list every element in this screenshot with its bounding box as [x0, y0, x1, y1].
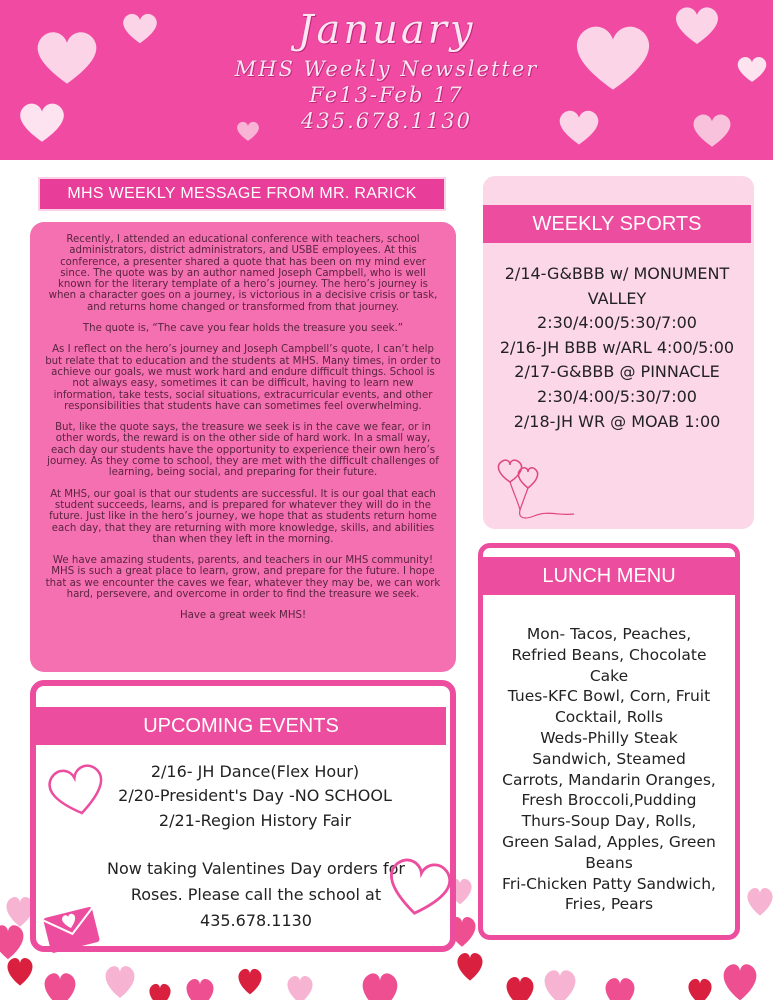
lunch-line: Sandwich, Steamed: [532, 749, 686, 768]
lunch-line: Cocktail, Rolls: [554, 708, 664, 727]
sports-line: 2/14-G&BBB w/ MONUMENT: [504, 264, 730, 283]
newsletter-title-block: [0, 4, 773, 134]
lunch-line: Refried Beans, Chocolate: [511, 645, 707, 664]
message-paragraph: At MHS, our goal is that our students are successful. It is our goal that each student succeeds, learns, and is prepared for whatever they will do in the future. Just like in the hero’s journey, we hope that as students return home each day, that they are returning with more knowledge, skills, and abilities than when they left in the morning.: [49, 488, 437, 545]
note-line: Now taking Valentines Day orders for: [107, 859, 405, 878]
message-paragraph: As I reflect on the hero’s journey and Joseph Campbell’s quote, I can’t help but relate that to education and the students at MHS. Many times, in order to achieve our goals, we must work hard and endure difficult things. School is not always easy, sometimes it can be difficult, having to learn new information, take tests, social situations, extracurricular events, and other responsibilities that students have can sometimes feel overwhelming.: [45, 344, 441, 412]
heart-outline-icon: [384, 852, 454, 922]
lunch-line: Cake: [589, 666, 629, 685]
lunch-line: Thurs-Soup Day, Rolls,: [521, 812, 697, 831]
lunch-line: Beans: [585, 853, 633, 872]
message-heading: MHS WEEKLY MESSAGE FROM MR. RARICK: [38, 177, 446, 211]
header-scallop-edge: [0, 146, 773, 172]
sports-line: 2:30/4:00/5:30/7:00: [537, 313, 697, 333]
lunch-heading: LUNCH MENU: [483, 557, 735, 595]
lunch-line: Weds-Philly Steak: [540, 728, 678, 747]
event-item: 2/21-Region History Fair: [158, 810, 352, 830]
message-paragraph: We have amazing students, parents, and teachers in our MHS community! MHS is such a great place to learn, grow, and prepare for the future. I hope that as we encounter the caves we fear, whatever they may be, we can work hard, persevere, and overcome in order to find the treasure we seek.: [45, 555, 441, 601]
sports-line: 2/17-G&BBB @ PINNACLE: [514, 362, 720, 382]
message-paragraph: But, like the quote says, the treasure we seek is in the cave we fear, or in other words, the reward is on the other side of hard work. In a small way, each day our students have the opportunity to experience their own hero’s journey. As they come to school, they are met with the difficult challenges of learning, being social, and preparing for their future.: [47, 422, 439, 479]
message-signoff: Have a great week MHS!: [179, 610, 307, 622]
sports-line: 2:30/4:00/5:30/7:00: [537, 386, 697, 406]
lunch-line: Fri-Chicken Patty Sandwich,: [502, 874, 716, 893]
note-line: Roses. Please call the school at: [130, 885, 382, 904]
lunch-line: Tues-KFC Bowl, Corn, Fruit: [507, 687, 711, 706]
lunch-line: Fries, Pears: [564, 895, 654, 914]
lunch-line: Fresh Broccoli,Pudding: [521, 791, 697, 810]
newsletter-dates: Fe13-Feb 17: [309, 83, 464, 107]
sports-line: 2/18-JH WR @ MOAB 1:00: [513, 411, 721, 431]
love-envelope-icon: [36, 898, 106, 958]
sports-schedule: [483, 262, 751, 434]
lunch-line: Green Salad, Apples, Green: [502, 832, 716, 851]
heart-balloons-icon: [488, 452, 578, 528]
newsletter-subtitle: MHS Weekly Newsletter: [234, 57, 539, 81]
events-heading: UPCOMING EVENTS: [36, 707, 446, 745]
message-paragraph: The quote is, “The cave you fear holds the treasure you seek.”: [82, 323, 404, 335]
newsletter-phone: 435.678.1130: [301, 109, 472, 133]
newsletter-month: January: [297, 7, 476, 53]
sports-heading: WEEKLY SPORTS: [483, 205, 751, 243]
lunch-line: Carrots, Mandarin Oranges,: [502, 770, 716, 789]
message-paragraph: Recently, I attended an educational conference with teachers, school administrators, district administrators, and USBE employees. At this conference, a presenter shared a quote that has been on my mind ever since. The quote was by an author named Joseph Campbell, who is well known for the literary template of a hero’s journey. The hero’s journey is when a character goes on a journey, is victorious in a decisive crisis or task, and returns home changed or transformed from that journey.: [48, 234, 438, 313]
sports-line: 2/16-JH BBB w/ARL 4:00/5:00: [499, 337, 735, 357]
note-line: 435.678.1130: [200, 911, 312, 930]
event-item: 2/16- JH Dance(Flex Hour): [150, 762, 360, 781]
event-item: 2/20-President's Day -NO SCHOOL: [118, 786, 392, 806]
lunch-line: Mon- Tacos, Peaches,: [526, 625, 692, 643]
events-list: [80, 760, 430, 833]
principal-message: [30, 222, 456, 672]
sports-line: VALLEY: [587, 288, 647, 308]
valentines-note: [86, 856, 426, 934]
